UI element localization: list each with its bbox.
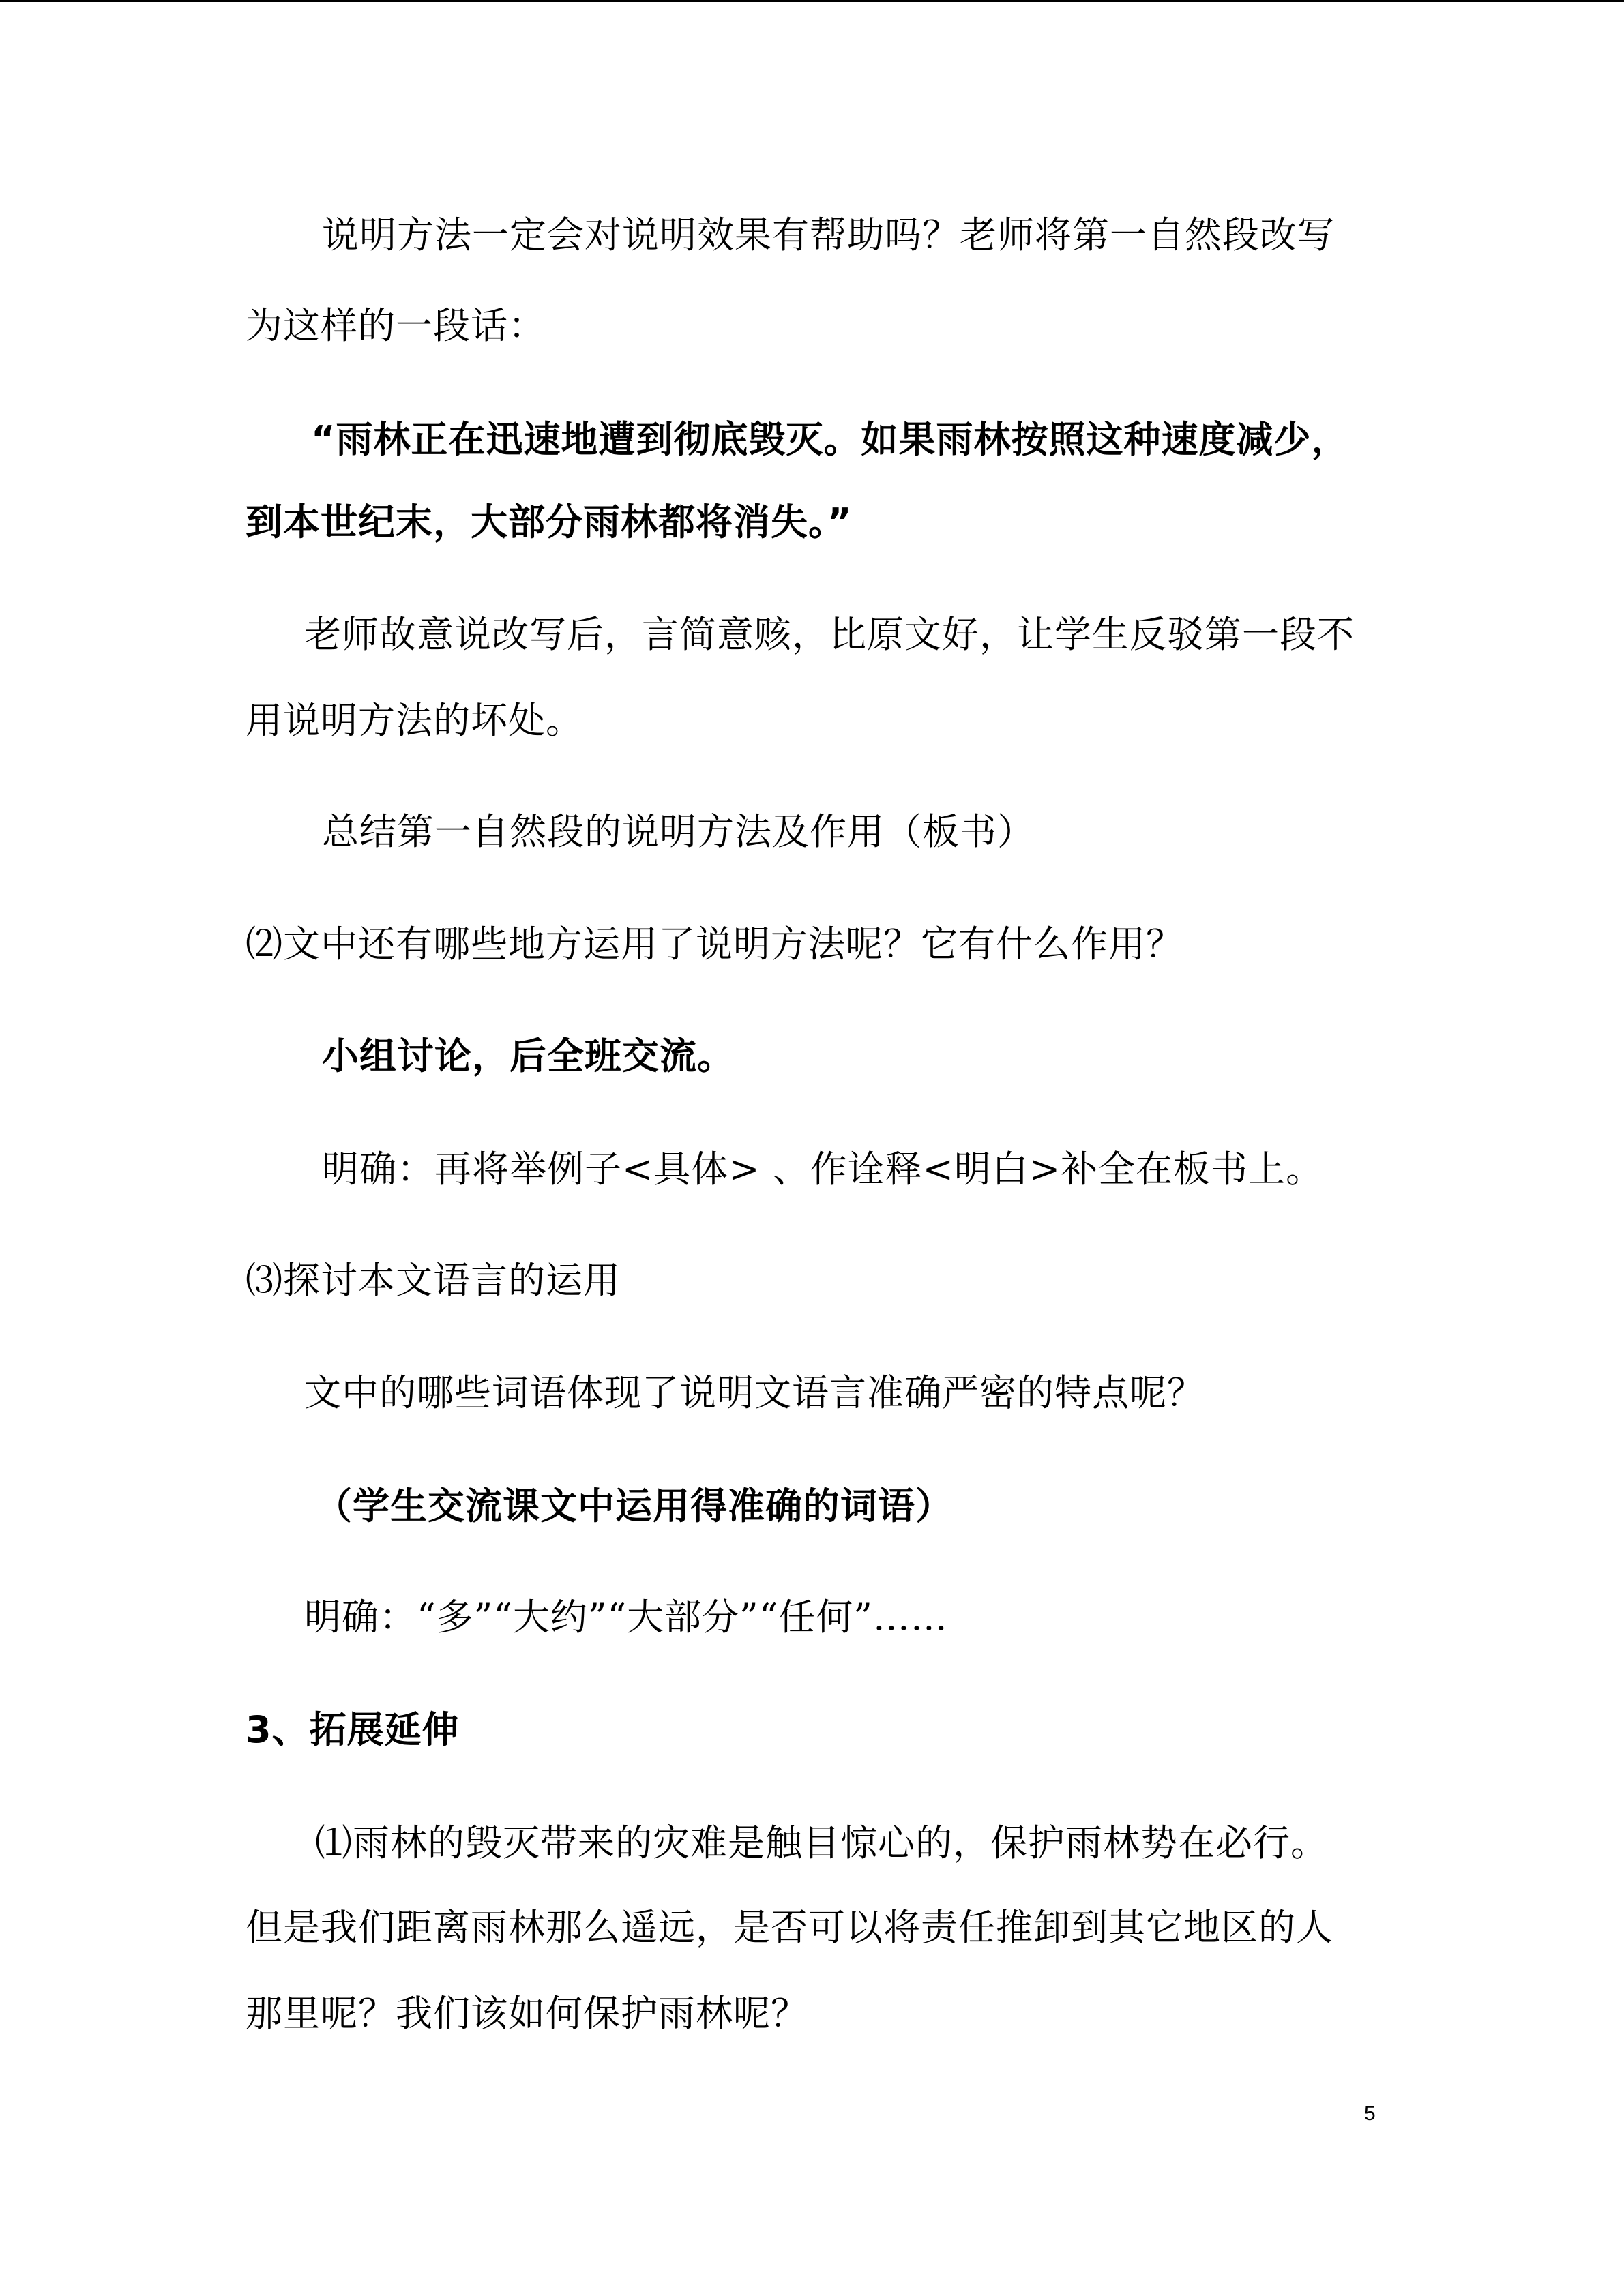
paragraph-line: 说明方法一定会对说明效果有帮助吗？老师将第一自然段改写 bbox=[322, 213, 1335, 256]
question-line: ⑵文中还有哪些地方运用了说明方法呢？它有什么作用？ bbox=[246, 923, 1183, 966]
paragraph-line: ⑴雨林的毁灭带来的灾难是触目惊心的，保护雨林势在必行。 bbox=[315, 1821, 1328, 1864]
answer-line: 明确：再将举例子<具体> 、作诠释<明白>补全在板书上。 bbox=[322, 1148, 1324, 1191]
paragraph-line: 用说明方法的坏处。 bbox=[246, 699, 583, 742]
paragraph-line: 文中的哪些词语体现了说明文语言准确严密的特点呢？ bbox=[304, 1371, 1205, 1414]
paragraph-line: 但是我们距离雨林那么遥远，是否可以将责任推卸到其它地区的人 bbox=[246, 1906, 1333, 1949]
page-top-rule bbox=[0, 0, 1624, 2]
paragraph-line: 那里呢？我们该如何保护雨林呢？ bbox=[246, 1992, 808, 2035]
instruction-line: 小组讨论，后全班交流。 bbox=[322, 1034, 735, 1077]
paragraph-line: 为这样的一段话： bbox=[246, 304, 546, 347]
paragraph-line: 老师故意说改写后，言简意赅，比原文好，让学生反驳第一段不 bbox=[304, 613, 1355, 656]
section-heading: 3、拓展延伸 bbox=[246, 1708, 460, 1751]
quoted-rewrite-line: “雨林正在迅速地遭到彻底毁灭。如果雨林按照这种速度减少， bbox=[311, 418, 1349, 461]
answer-line: 明确：“多”“大约”“大部分”“任何”…… bbox=[304, 1596, 948, 1639]
page-number: 5 bbox=[1364, 2102, 1376, 2125]
paragraph-line: 总结第一自然段的说明方法及作用（板书） bbox=[322, 810, 1035, 853]
quoted-rewrite-line: 到本世纪末，大部分雨林都将消失。” bbox=[246, 501, 853, 543]
instruction-line: （学生交流课文中运用得准确的词语） bbox=[315, 1485, 953, 1527]
question-line: ⑶探讨本文语言的运用 bbox=[246, 1259, 621, 1302]
